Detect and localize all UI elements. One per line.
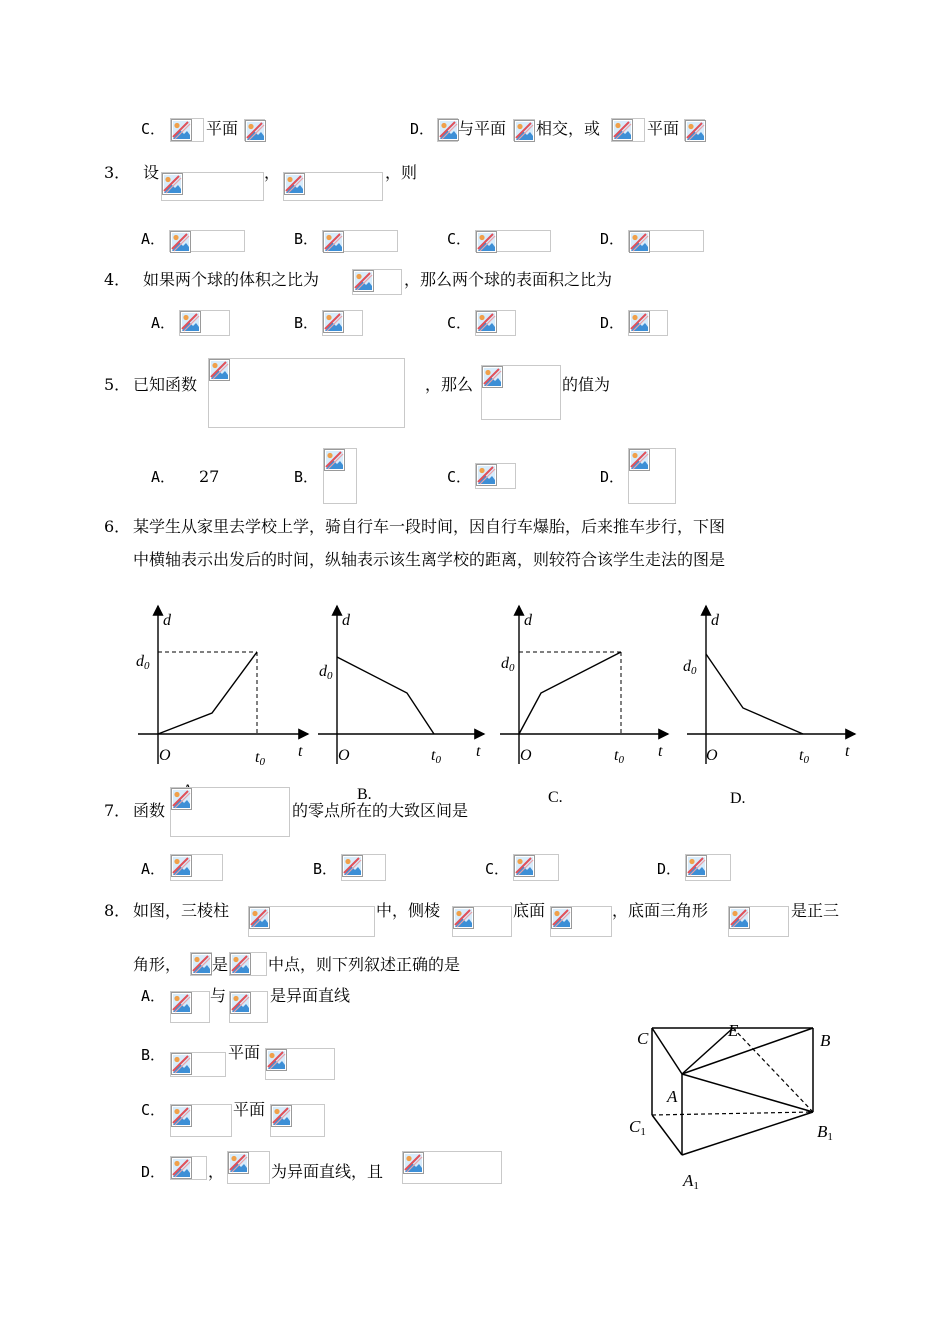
- broken-image-icon: [230, 992, 251, 1014]
- q8-text-1: 如图，三棱柱: [133, 901, 230, 920]
- broken-image-icon: [612, 119, 633, 141]
- broken-image-icon: [209, 359, 230, 381]
- d0-label: d0: [683, 658, 697, 677]
- q3-then: ，则: [385, 163, 418, 182]
- edge-ae: [682, 1028, 733, 1074]
- q3-option-d-label: D．: [600, 230, 625, 248]
- q7-option-d-formula: [685, 854, 731, 881]
- q6-caption-c: C.: [548, 789, 563, 806]
- q8-formula-segment: [229, 952, 267, 976]
- q7-option-d-label: D．: [657, 860, 682, 878]
- q2-c-formula-1: [170, 118, 204, 142]
- d0-label: d0: [501, 655, 515, 674]
- q2-d-text-1: 与平面: [458, 119, 507, 138]
- q6-graph-d: [677, 598, 867, 778]
- vertex-b1-label: B1: [817, 1122, 833, 1143]
- q4-option-a-label: A．: [151, 314, 176, 332]
- q8-option-b-formula-1: [170, 1052, 226, 1077]
- graph-line: [519, 652, 621, 734]
- broken-image-icon: [353, 270, 374, 292]
- q3-number: 3．: [104, 163, 131, 182]
- q7-formula: [170, 787, 290, 837]
- q2-d-formula-4: [684, 119, 705, 141]
- broken-image-icon: [171, 1053, 192, 1075]
- q8-option-d-formula-3: [402, 1151, 502, 1184]
- q5-option-b-formula: [323, 448, 357, 504]
- d-label: d: [342, 612, 350, 629]
- q3-formula-1: [161, 172, 264, 201]
- origin-label: O: [706, 747, 718, 764]
- vertex-b-label: B: [820, 1031, 831, 1050]
- broken-image-icon: [171, 1105, 192, 1127]
- q8-option-d-formula-2: [227, 1151, 270, 1184]
- graph-line: [706, 654, 803, 734]
- q6-graph-b: [308, 598, 498, 778]
- broken-image-icon: [171, 855, 192, 877]
- t-label: t: [658, 743, 663, 760]
- q8-option-c-label: C．: [141, 1101, 166, 1119]
- broken-image-icon: [551, 907, 572, 929]
- q5-option-c-label: C．: [447, 468, 472, 486]
- q8-line2-text-2: 是: [212, 955, 229, 974]
- q4-option-b-label: B．: [294, 314, 319, 332]
- broken-image-icon: [171, 992, 192, 1014]
- edge-c1a1: [652, 1115, 682, 1155]
- broken-image-icon: [629, 311, 650, 333]
- q4-option-d-formula: [628, 310, 668, 336]
- q8-option-d-formula-1: [170, 1156, 207, 1180]
- broken-image-icon: [629, 449, 650, 471]
- broken-image-icon: [171, 1157, 192, 1179]
- d-label: d: [524, 612, 532, 629]
- broken-image-icon: [180, 311, 201, 333]
- q8-option-b-text: 平面: [228, 1043, 261, 1062]
- broken-image-icon: [284, 173, 305, 195]
- t0-label: t0: [614, 747, 624, 766]
- broken-image-icon: [249, 907, 270, 929]
- q8-line2-text-3: 中点，则下列叙述正确的是: [268, 955, 461, 974]
- q2-d-formula-3: [611, 118, 645, 142]
- q8-formula-prism: [248, 906, 375, 937]
- broken-image-icon: [171, 119, 192, 141]
- q5-option-d-label: D．: [600, 468, 625, 486]
- hidden-edge-eb1: [733, 1028, 813, 1112]
- q5-option-d-formula: [628, 448, 676, 504]
- q3-option-c-label: C．: [447, 230, 472, 248]
- d-label: d: [163, 612, 171, 629]
- q2-c-formula-2: [244, 119, 265, 141]
- edge-a1b1: [682, 1112, 813, 1155]
- q4-option-b-formula: [322, 310, 363, 336]
- broken-image-icon: [324, 449, 345, 471]
- edge-ab: [682, 1028, 813, 1074]
- q2-d-text-3: 平面: [647, 119, 680, 138]
- broken-image-icon: [438, 119, 459, 141]
- q5-option-c-formula: [475, 463, 516, 489]
- broken-image-icon: [162, 173, 183, 195]
- q2-d-formula-2: [513, 119, 535, 141]
- q6-graph-a: [130, 598, 315, 778]
- hidden-edge-c1b1: [652, 1112, 813, 1115]
- broken-image-icon: [514, 120, 535, 142]
- q7-option-a-formula: [170, 854, 223, 881]
- q5-option-a-label: A．: [151, 468, 176, 486]
- q8-option-b-label: B．: [141, 1046, 166, 1064]
- q4-option-c-label: C．: [447, 314, 472, 332]
- broken-image-icon: [629, 231, 650, 253]
- edge-ca: [652, 1028, 682, 1074]
- q3-formula-2: [283, 172, 383, 201]
- broken-image-icon: [482, 366, 503, 388]
- t0-label: t0: [799, 747, 809, 766]
- broken-image-icon: [323, 311, 344, 333]
- q8-option-a-text-2: 是异面直线: [270, 986, 351, 1005]
- q7-option-c-label: C．: [485, 860, 510, 878]
- q8-option-a-label: A．: [141, 987, 166, 1005]
- q8-option-d-comma: ，: [208, 1162, 225, 1181]
- broken-image-icon: [230, 953, 251, 975]
- q2-option-c-label: C．: [141, 120, 166, 138]
- broken-image-icon: [170, 231, 191, 253]
- q4-option-a-formula: [179, 310, 230, 336]
- broken-image-icon: [171, 788, 192, 810]
- q8-line2-text-1: 角形，: [133, 955, 182, 974]
- t-label: t: [298, 743, 303, 760]
- q8-option-a-formula-2: [229, 991, 268, 1023]
- q7-option-b-formula: [341, 854, 386, 881]
- broken-image-icon: [453, 907, 474, 929]
- q2-c-text: 平面: [206, 119, 239, 138]
- q3-option-b-formula: [322, 230, 398, 252]
- q8-text-2: 中，侧棱: [376, 901, 441, 920]
- broken-image-icon: [228, 1152, 249, 1174]
- q6-caption-b: B.: [357, 786, 372, 803]
- vertex-a1-label: A1: [683, 1171, 699, 1192]
- q6-line-2: 中横轴表示出发后的时间，纵轴表示该生离学校的距离，则较符合该学生走法的图是: [133, 550, 726, 569]
- q8-option-c-text: 平面: [233, 1100, 266, 1119]
- q8-option-b-formula-2: [265, 1048, 335, 1080]
- q3-comma: ，: [264, 163, 281, 182]
- q5-text-1: 已知函数: [133, 375, 198, 394]
- q6-line-1: 某学生从家里去学校上学，骑自行车一段时间，因自行车爆胎，后来推车步行，下图: [133, 517, 726, 536]
- origin-label: O: [520, 747, 532, 764]
- q8-text-3: 底面: [513, 901, 546, 920]
- broken-image-icon: [476, 311, 497, 333]
- broken-image-icon: [191, 953, 212, 975]
- q3-option-a-formula: [169, 230, 245, 252]
- q3-text: 设: [143, 163, 160, 182]
- q5-number: 5．: [104, 375, 131, 394]
- origin-label: O: [338, 747, 350, 764]
- q8-option-d-text: 为异面直线，且: [271, 1162, 384, 1181]
- vertex-c-label: C: [637, 1029, 649, 1048]
- broken-image-icon: [342, 855, 363, 877]
- q8-option-c-formula-2: [270, 1104, 325, 1137]
- t0-label: t0: [431, 747, 441, 766]
- broken-image-icon: [685, 120, 706, 142]
- broken-image-icon: [403, 1152, 424, 1174]
- broken-image-icon: [686, 855, 707, 877]
- q6-graph-c: [490, 598, 680, 778]
- vertex-a-label: A: [667, 1087, 678, 1106]
- q2-option-d-label: D．: [410, 120, 435, 138]
- vertex-e-label: E: [728, 1021, 739, 1040]
- edge-ab1: [682, 1074, 813, 1112]
- broken-image-icon: [514, 855, 535, 877]
- q8-formula-base: [550, 906, 612, 937]
- t0-label: t0: [255, 749, 265, 768]
- d0-label: d0: [136, 653, 150, 672]
- q2-d-formula-1: [437, 118, 458, 142]
- q8-option-d-label: D．: [141, 1163, 166, 1181]
- q8-option-a-formula-1: [170, 991, 210, 1023]
- t-label: t: [476, 743, 481, 760]
- q3-option-d-formula: [628, 230, 704, 252]
- q5-value-formula: [481, 365, 561, 420]
- broken-image-icon: [729, 907, 750, 929]
- q5-text-2: ，那么: [425, 375, 474, 394]
- d-label: d: [711, 612, 719, 629]
- q7-text-2: 的零点所在的大致区间是: [292, 801, 469, 820]
- q6-number: 6．: [104, 517, 131, 536]
- vertex-c1-label: C1: [629, 1117, 646, 1138]
- q4-option-d-label: D．: [600, 314, 625, 332]
- q6-caption-d: D.: [730, 790, 746, 807]
- q8-text-5: 是正三: [791, 901, 840, 920]
- q5-function-formula: [208, 358, 405, 428]
- q4-text-1: 如果两个球的体积之比为: [143, 270, 320, 289]
- graph-line: [158, 652, 257, 734]
- q8-formula-e: [190, 952, 212, 976]
- broken-image-icon: [476, 231, 497, 253]
- q3-option-a-label: A．: [141, 230, 166, 248]
- q3-option-c-formula: [475, 230, 551, 252]
- broken-image-icon: [245, 120, 266, 142]
- origin-label: O: [159, 747, 171, 764]
- q7-option-c-formula: [513, 854, 559, 881]
- q8-formula-edge: [452, 906, 512, 937]
- q5-option-b-label: B．: [294, 468, 319, 486]
- graph-line: [337, 657, 434, 734]
- q7-number: 7．: [104, 801, 131, 820]
- q4-formula: [352, 269, 402, 295]
- q8-text-4: ，底面三角形: [612, 901, 709, 920]
- q8-formula-triangle: [728, 906, 789, 937]
- q8-option-a-text-1: 与: [210, 986, 227, 1005]
- q8-prism-figure: [620, 1015, 850, 1195]
- q4-text-2: ，那么两个球的表面积之比为: [404, 270, 613, 289]
- q4-number: 4．: [104, 270, 131, 289]
- q2-d-text-2: 相交，或: [536, 119, 601, 138]
- q7-option-a-label: A．: [141, 860, 166, 878]
- broken-image-icon: [271, 1105, 292, 1127]
- broken-image-icon: [323, 231, 344, 253]
- q7-text-1: 函数: [133, 801, 166, 820]
- q5-option-a-value: 27: [199, 467, 220, 486]
- broken-image-icon: [266, 1049, 287, 1071]
- q5-text-3: 的值为: [562, 375, 611, 394]
- q3-option-b-label: B．: [294, 230, 319, 248]
- q7-option-b-label: B．: [313, 860, 338, 878]
- q8-option-c-formula-1: [170, 1104, 232, 1137]
- q8-number: 8．: [104, 901, 131, 920]
- broken-image-icon: [476, 464, 497, 486]
- d0-label: d0: [319, 663, 333, 682]
- t-label: t: [845, 743, 850, 760]
- q4-option-c-formula: [475, 310, 516, 336]
